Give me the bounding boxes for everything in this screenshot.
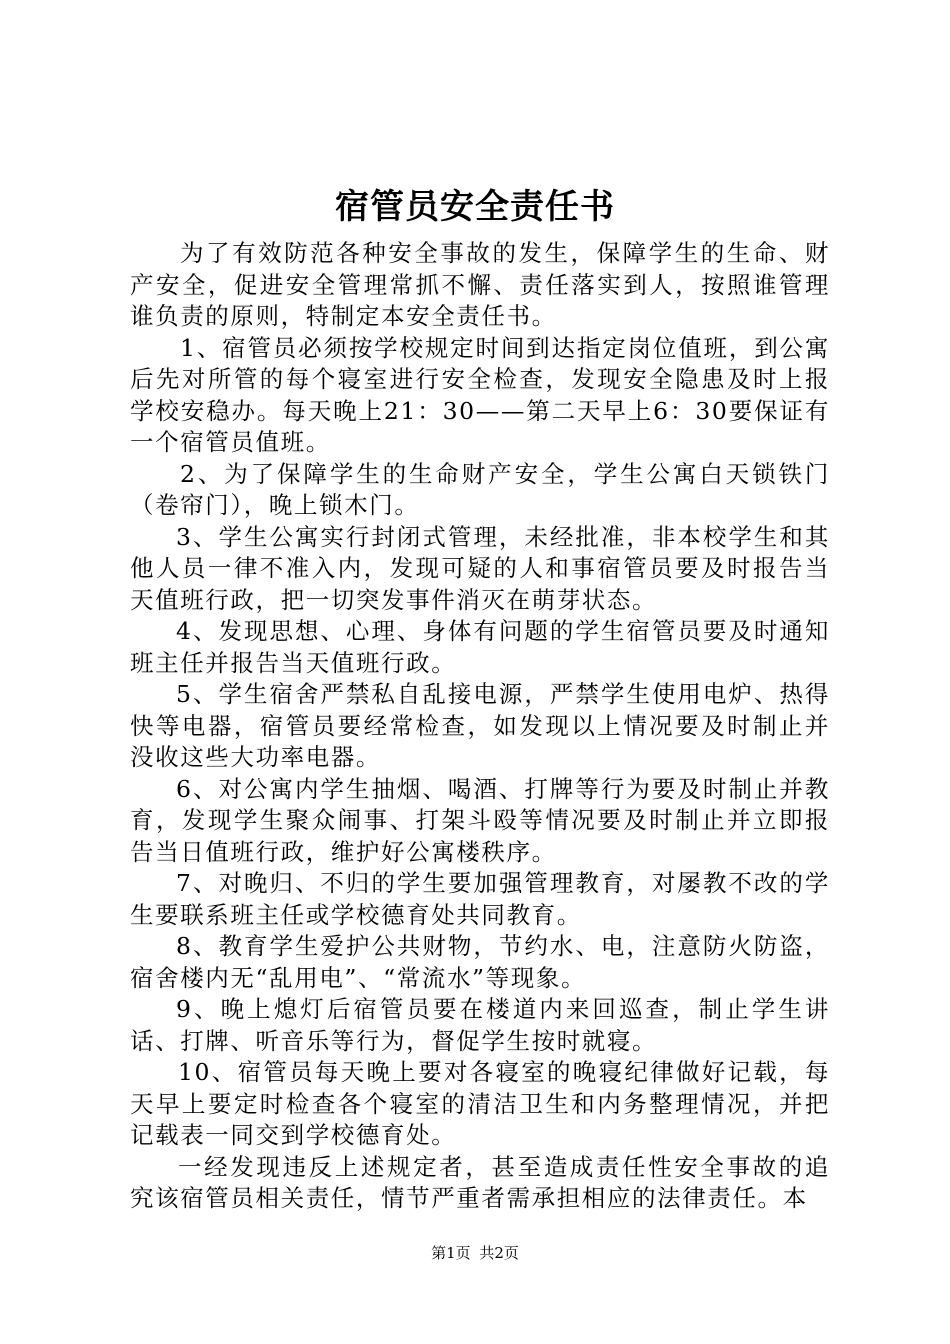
- document-body: [130, 238, 830, 1215]
- page-total: 共2页: [479, 1244, 519, 1262]
- clause-7: 7、对晚归、不归的学生要加强管理教育，对屡教不改的学生要联系班主任或学校德育处共同教育。: [130, 869, 830, 929]
- page-footer: [0, 1243, 950, 1263]
- clause-4: 4、发现思想、心理、身体有问题的学生宿管员要及时通知班主任并报告当天值班行政。: [130, 617, 830, 677]
- clause-2: 2、为了保障学生的生命财产安全，学生公寓白天锁铁门（卷帘门），晚上锁木门。: [130, 459, 830, 519]
- document-title: 宿管员安全责任书: [335, 187, 615, 227]
- intro-paragraph: 为了有效防范各种安全事故的发生，保障学生的生命、财产安全，促进安全管理常抓不懈、责任落实到人，按照谁管理谁负责的原则，特制定本安全责任书。: [130, 239, 830, 330]
- page-number: 第1页: [431, 1244, 471, 1262]
- clause-3: 3、学生公寓实行封闭式管理，未经批准，非本校学生和其他人员一律不准入内，发现可疑的人和事宿管员要及时报告当天值班行政，把一切突发事件消灭在萌芽状态。: [130, 522, 830, 614]
- clause-10: 10、宿管员每天晚上要对各寝室的晚寝纪律做好记载，每天早上要定时检查各个寝室的清洁卫生和内务整理情况，并把记载表一同交到学校德育处。: [130, 1058, 830, 1149]
- clause-9: 9、晚上熄灯后宿管员要在楼道内来回巡查，制止学生讲话、打牌、听音乐等行为，督促学生按时就寝。: [130, 995, 830, 1055]
- clause-1: 1、宿管员必须按学校规定时间到达指定岗位值班，到公寓后先对所管的每个寝室进行安全检查，发现安全隐患及时上报学校安稳办。每天晚上21：30——第二天早上6：30要保证有一个宿管员值班。: [130, 333, 830, 456]
- clause-8: 8、教育学生爱护公共财物，节约水、电，注意防火防盗，宿舍楼内无“乱用电”、“常流水”等现象。: [130, 932, 830, 992]
- clause-6: 6、对公寓内学生抽烟、喝酒、打牌等行为要及时制止并教育，发现学生聚众闹事、打架斗殴等情况要及时制止并立即报告当日值班行政，维护好公寓楼秩序。: [130, 774, 830, 866]
- closing-paragraph: 一经发现违反上述规定者，甚至造成责任性安全事故的追究该宿管员相关责任，情节严重者需承担相应的法律责任。本: [130, 1152, 830, 1212]
- clause-5: 5、学生宿舍严禁私自乱接电源，严禁学生使用电炉、热得快等电器，宿管员要经常检查，如发现以上情况要及时制止并没收这些大功率电器。: [130, 680, 830, 771]
